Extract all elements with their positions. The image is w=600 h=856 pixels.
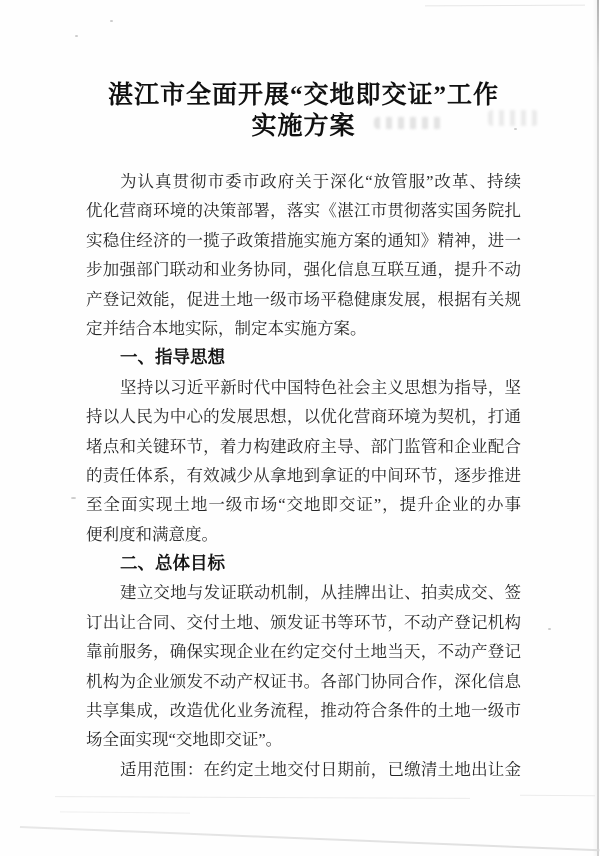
document-body [86,167,521,784]
document-line: 的责任体系，有效减少从拿地到拿证的中间环节，逐步推进 [86,465,521,485]
document-line: 优化营商环境的决策部署，落实《湛江市贯彻落实国务院扎 [86,201,521,221]
scan-artifact-speck [110,20,113,22]
scan-artifact-streak [520,795,595,797]
scan-artifact-streak [20,826,600,851]
document-line: 步加强部门联动和业务协同，强化信息互联互通，提升不动 [86,260,521,280]
scan-artifact-speck [71,497,76,499]
scan-artifact-speck [548,628,551,630]
document-line: 适用范围：在约定土地交付日期前，已缴清土地出让金 [120,759,521,779]
document-line: 为认真贯彻市委市政府关于深化“放管服”改革、持续 [120,172,521,191]
section-heading: 一、指导思想 [120,347,225,368]
scan-artifact-streak [60,811,190,813]
document-line: 堵点和关键环节，着力构建政府主导、部门监管和企业配合 [86,436,521,456]
document-line: 订出让合同、交付土地、颁发证书等环节，不动产登记机构 [86,612,521,632]
document-line: 实稳住经济的一揽子政策措施实施方案的通知》精神，进一 [86,230,521,250]
document-line: 持以人民为中心的发展思想，以优化营商环境为契机，打通 [86,407,521,427]
document-line: 建立交地与发证联动机制，从挂牌出让、拍卖成交、签 [120,583,521,603]
document-line: 机构为企业颁发不动产权证书。各部门协同合作，深化信息 [86,671,521,691]
document-line: 场全面实现“交地即交证”。 [86,730,283,750]
page-edge-line [597,0,599,856]
document-title-line-2: 实施方案 [251,113,356,140]
document-line: 便利度和满意度。 [86,524,218,544]
document-line: 定并结合本地实际，制定本实施方案。 [86,318,367,338]
scan-artifact-top-line [425,5,585,7]
scan-artifact-speck [75,35,78,37]
section-heading: 二、总体目标 [120,553,225,574]
page-edge-shadow [592,0,597,856]
document-line: 产登记效能，促进土地一级市场平稳健康发展，根据有关规 [86,289,521,309]
document-title-line-1: 湛江市全面开展“交地即交证”工作 [107,82,499,109]
document-line: 坚持以习近平新时代中国特色社会主义思想为指导，坚 [120,377,521,397]
document-line: 共享集成，改造优化业务流程，推动符合条件的土地一级市 [86,701,521,721]
document-line: 至全面实现土地一级市场“交地即交证”，提升企业的办事 [86,495,521,515]
document-title [86,80,521,142]
document-line: 靠前服务，确保实现企业在约定交付土地当天，不动产登记 [86,642,521,662]
scan-artifact-streak [55,796,470,799]
